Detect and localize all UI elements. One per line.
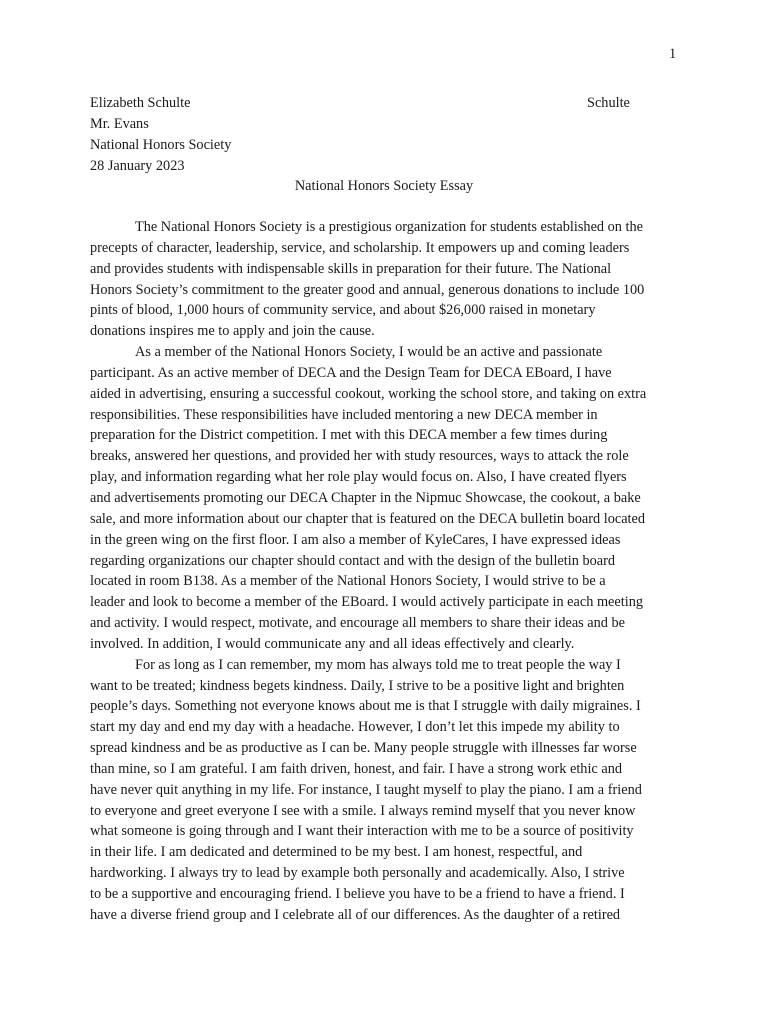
body-line: aided in advertising, ensuring a successful cookout, working the school store, and taking on extra bbox=[90, 385, 647, 402]
essay-date: 28 January 2023 bbox=[90, 157, 185, 174]
body-line: precepts of character, leadership, service, and scholarship. It empowers up and coming leaders bbox=[90, 239, 630, 256]
body-line: than mine, so I am grateful. I am faith driven, honest, and fair. I have a strong work ethic and bbox=[90, 760, 622, 777]
body-line: in the green wing on the first floor. I am also a member of KyleCares, I have expressed ideas bbox=[90, 531, 621, 548]
body-line: spread kindness and be as productive as I can be. Many people struggle with illnesses far worse bbox=[90, 740, 637, 757]
essay-body bbox=[90, 217, 686, 926]
body-line: donations inspires me to apply and join the cause. bbox=[90, 323, 375, 340]
body-line: regarding organizations our chapter should contact and with the design of the bulletin board bbox=[90, 552, 615, 569]
body-line: in their life. I am dedicated and determined to be my best. I am honest, respectful, and bbox=[90, 844, 583, 861]
body-line: start my day and end my day with a headache. However, I don’t let this impede my ability to bbox=[90, 719, 620, 736]
running-head: Schulte bbox=[587, 95, 630, 111]
body-line: play, and information regarding what her role play would focus on. Also, I have created flyers bbox=[90, 469, 627, 486]
body-line: want to be treated; kindness begets kindness. Daily, I strive to be a positive light and brighten bbox=[90, 677, 625, 694]
body-line: and advertisements promoting our DECA Chapter in the Nipmuc Showcase, the cookout, a bake bbox=[90, 489, 641, 506]
student-name: Elizabeth Schulte bbox=[90, 95, 191, 111]
body-line: The National Honors Society is a prestigious organization for students established on the bbox=[135, 219, 643, 235]
body-line: have never quit anything in my life. For instance, I taught myself to play the piano. I am a friend bbox=[90, 781, 642, 798]
body-line: involved. In addition, I would communicate any and all ideas effectively and clearly. bbox=[90, 635, 575, 652]
body-line: what someone is going through and I want their interaction with me to be a source of positivity bbox=[90, 823, 634, 840]
body-line: preparation for the District competition. I met with this DECA member a few times during bbox=[90, 427, 608, 444]
body-line: Honors Society’s commitment to the greater good and annual, generous donations to include 100 bbox=[90, 281, 645, 298]
body-line: pints of blood, 1,000 hours of community service, and about $26,000 raised in monetary bbox=[90, 302, 596, 319]
body-line: sale, and more information about our chapter that is featured on the DECA bulletin board located bbox=[90, 510, 646, 527]
body-line: to everyone and greet everyone I see with a smile. I always remind myself that you never know bbox=[90, 802, 636, 819]
body-line: have a diverse friend group and I celebrate all of our differences. As the daughter of a retired bbox=[90, 906, 621, 923]
body-line: and activity. I would respect, motivate, and encourage all members to share their ideas and be bbox=[90, 615, 626, 632]
body-line: people’s days. Something not everyone knows about me is that I struggle with daily migraines. I bbox=[90, 698, 641, 715]
body-line: located in room B138. As a member of the National Honors Society, I would strive to be a bbox=[90, 573, 606, 590]
body-line: For as long as I can remember, my mom has always told me to treat people the way I bbox=[135, 656, 621, 673]
body-line: leader and look to become a member of the EBoard. I would actively participate in each meeting bbox=[90, 594, 643, 611]
course-name: National Honors Society bbox=[90, 136, 232, 153]
page-number: 1 bbox=[669, 46, 677, 62]
essay-title: National Honors Society Essay bbox=[294, 178, 474, 194]
body-line: responsibilities. These responsibilities have included mentoring a new DECA member in bbox=[90, 406, 598, 423]
body-line: and provides students with indispensable skills in preparation for their future. The National bbox=[90, 260, 612, 277]
teacher-name: Mr. Evans bbox=[90, 115, 149, 132]
body-line: breaks, answered her questions, and provided her with study resources, ways to attack the role bbox=[90, 448, 629, 465]
body-line: As a member of the National Honors Society, I would be an active and passionate bbox=[135, 344, 603, 361]
body-line: participant. As an active member of DECA and the Design Team for DECA EBoard, I have bbox=[90, 364, 612, 381]
body-line: hardworking. I always try to lead by example both personally and academically. Also, I strive bbox=[90, 865, 625, 882]
body-line: to be a supportive and encouraging friend. I believe you have to be a friend to have a friend. I bbox=[90, 886, 625, 902]
mla-header bbox=[90, 93, 231, 176]
